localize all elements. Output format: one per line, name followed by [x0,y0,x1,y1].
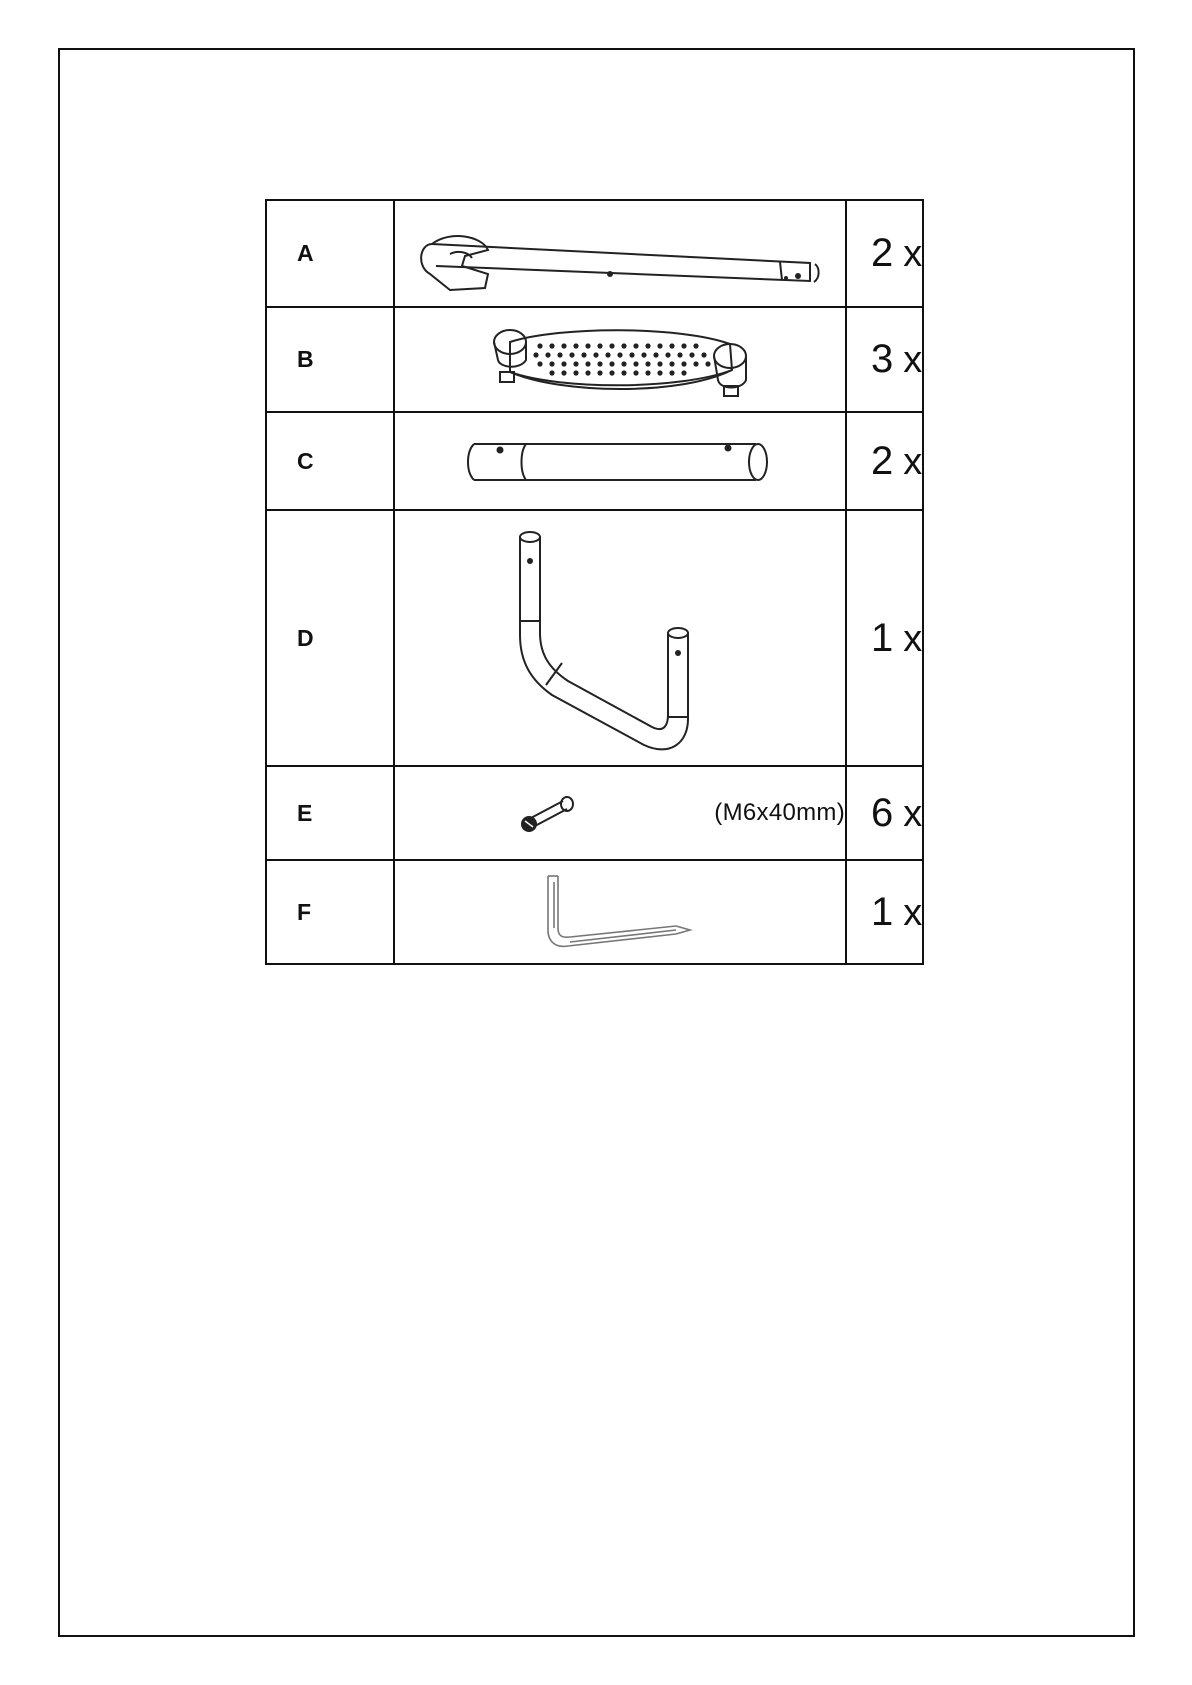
quantity-x: x [903,440,923,483]
quantity-x: x [903,891,923,934]
bolt-figure [395,791,845,835]
quantity-value: 3 [871,337,894,381]
part-letter: B [266,307,394,412]
parts-table [265,199,924,965]
quantity-value: 1 [871,889,894,934]
part-row-b [266,307,923,412]
part-quantity [846,200,923,307]
part-quantity [846,307,923,412]
part-row-c [266,412,923,510]
tube-icon [460,436,780,486]
quantity-value: 2 [871,231,894,275]
handle-bar-icon [410,216,830,292]
part-row-f [266,860,923,964]
quantity-x: x [903,617,923,660]
part-picture [394,510,846,766]
part-letter: E [266,766,394,860]
quantity-value: 1 [871,615,894,660]
part-picture [394,200,846,307]
part-quantity [846,860,923,964]
quantity-value: 2 [871,438,894,483]
part-row-a [266,200,923,307]
part-picture [394,766,846,860]
part-letter: C [266,412,394,510]
part-picture [394,412,846,510]
part-quantity [846,766,923,860]
allen-key-icon [540,872,700,952]
step-plate-icon [480,320,760,400]
u-frame-icon [510,523,730,753]
part-letter: F [266,860,394,964]
part-quantity [846,510,923,766]
bolt-icon [517,791,577,835]
part-row-d [266,510,923,766]
part-quantity [846,412,923,510]
part-picture [394,860,846,964]
quantity-x: x [903,233,923,275]
part-row-e [266,766,923,860]
quantity-x: x [903,339,923,381]
part-letter: D [266,510,394,766]
quantity-x: x [903,792,923,835]
part-picture [394,307,846,412]
quantity-value: 6 [871,790,894,835]
bolt-size-label: (M6x40mm) [714,799,845,826]
part-letter: A [266,200,394,307]
